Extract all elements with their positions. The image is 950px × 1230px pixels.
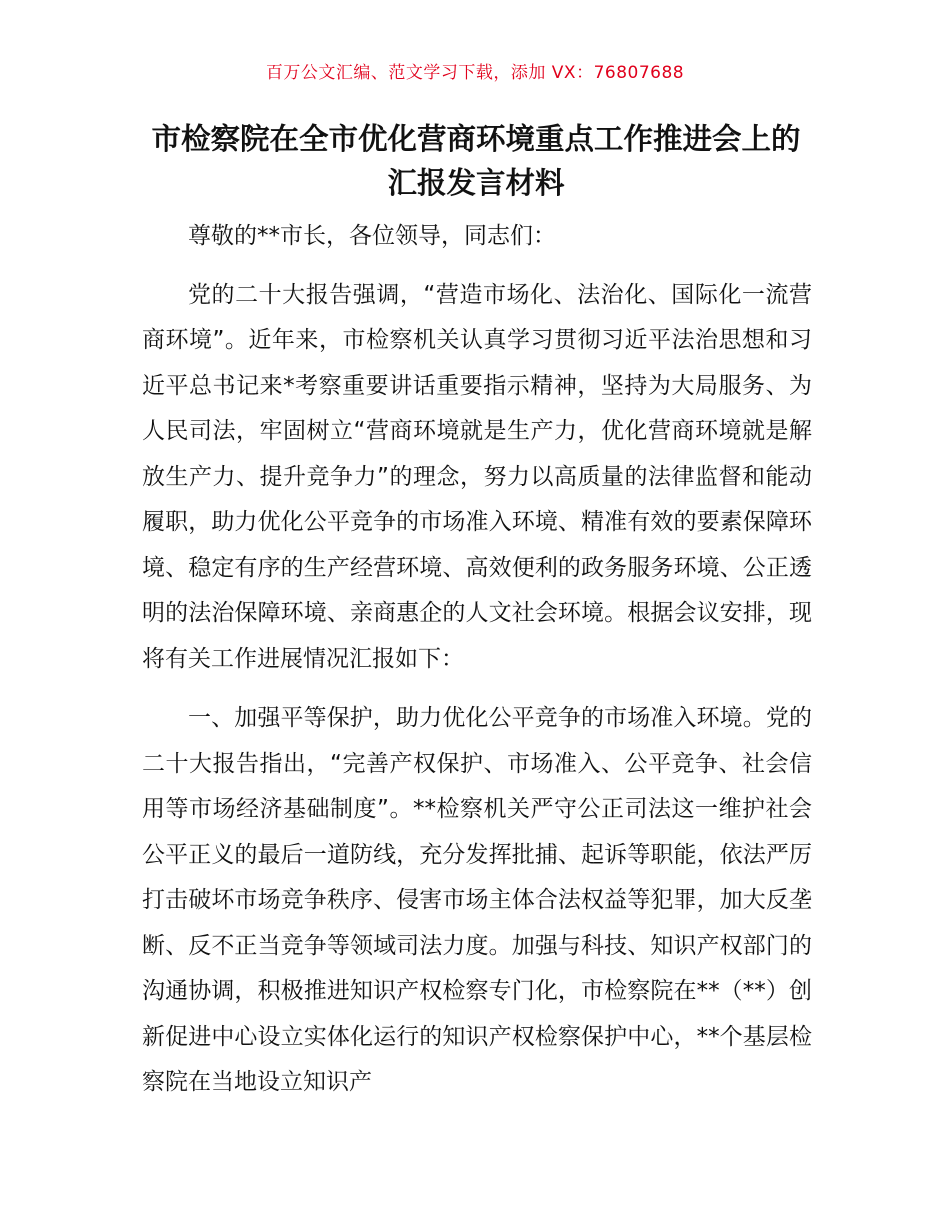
paragraph-intro: 党的二十大报告强调，“营造市场化、法治化、国际化一流营商环境”。近年来，市检察机关认真学习贯彻习近平法治思想和习近平总书记来*考察重要讲话重要指示精神，坚持为大局服务、为人民司法，牢固树立“营商环境就是生产力，优化营商环境就是解放生产力、提升竞争力”的理念，努力以高质量的法律监督和能动履职，助力优化公平竞争的市场准入环境、精准有效的要素保障环境、稳定有序的生产经营环境、高效便利的政务服务环境、公正透明的法治保障环境、亲商惠企的人文社会环境。根据会议安排，现将有关工作进展情况汇报如下： [142,281,812,672]
document-body [142,214,812,1106]
paragraph-section-one: 一、加强平等保护，助力优化公平竞争的市场准入环境。党的二十大报告指出，“完善产权保护、市场准入、公平竞争、社会信用等市场经济基础制度”。**检察机关严守公正司法这一维护社会公平正义的最后一道防线，充分发挥批捕、起诉等职能，依法严厉打击破坏市场竞争秩序、侵害市场主体合法权益等犯罪，加大反垄断、反不正当竞争等领域司法力度。加强与科技、知识产权部门的沟通协调，积极推进知识产权检察专门化，市检察院在**（**）创新促进中心设立实体化运行的知识产权检察保护中心，**个基层检察院在当地设立知识产 [142,705,812,1095]
document-title: 市检察院在全市优化营商环境重点工作推进会上的汇报发言材料 [151,122,801,200]
salutation: 尊敬的**市长，各位领导，同志们： [188,223,556,249]
header-note: 百万公文汇编、范文学习下载，添加 VX：76807688 [265,63,685,83]
